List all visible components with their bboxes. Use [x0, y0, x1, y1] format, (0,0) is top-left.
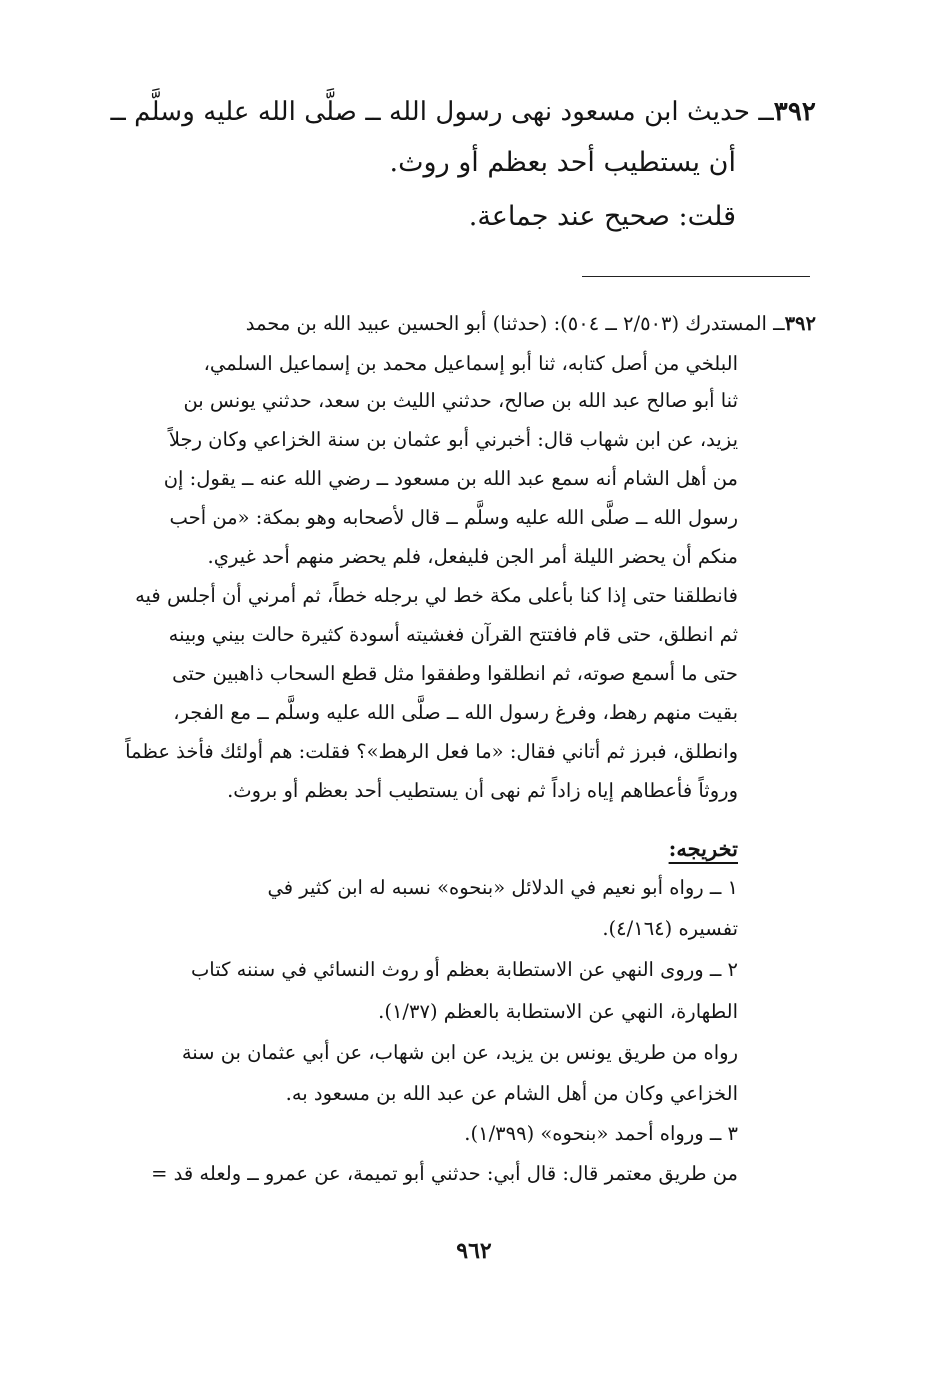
takhrij-line: ٣ ــ ورواه أحمد «بنحوه» (١/٣٩٩). [464, 1122, 738, 1145]
hadith-line-2: أن يستطيب أحد بعظم أو روث. [389, 147, 736, 178]
takhrij-line: تفسيره (٤/١٦٤). [602, 917, 738, 940]
footnote-line: ثم انطلق، حتى قام فافتتح القرآن فغشيته أسودة كثيرة حالت بيني وبينه [168, 623, 738, 646]
footnote-line: رسول الله ــ صلَّى الله عليه وسلَّم ــ قال لأصحابه وهو بمكة: «من أحب [169, 506, 738, 529]
footnote-separator [582, 276, 810, 277]
takhrij-line: رواه من طريق يونس بن يزيد، عن ابن شهاب، عن أبي عثمان بن سنة [181, 1041, 738, 1064]
footnote-line: وانطلق، فبرز ثم أتاني فقال: «ما فعل الرهط»؟ فقلت: هم أولئك فأخذ عظماً [125, 740, 738, 763]
footnote-line: وروثاً فأعطاهم إياه زاداً ثم نهى أن يستطيب أحد بعظم أو بروث. [227, 779, 738, 802]
takhrij-line: الخزاعي وكان من أهل الشام عن عبد الله بن مسعود به. [285, 1082, 738, 1105]
takhrij-line: من طريق معتمر قال: قال أبي: حدثني أبو تميمة، عن عمرو ــ ولعله قد = [151, 1162, 738, 1185]
page-number: ٩٦٢ [456, 1238, 492, 1264]
footnote-text-1: ــ المستدرك (٢/٥٠٣ ــ ٥٠٤): (حدثنا) أبو الحسين عبيد الله بن محمد [245, 312, 785, 335]
takhrij-heading: تخريجه: [668, 836, 738, 861]
footnote-line: فانطلقنا حتى إذا كنا بأعلى مكة خط لي برجله خطاً، ثم أمرني أن أجلس فيه [135, 584, 738, 607]
hadith-line-1 [110, 96, 816, 128]
takhrij-line: الطهارة، النهي عن الاستطابة بالعظم (١/٣٧). [378, 1000, 738, 1023]
hadith-text-1: ــ حديث ابن مسعود نهى رسول الله ــ صلَّى الله عليه وسلَّم ــ [110, 97, 774, 127]
footnote-line: حتى ما أسمع صوته، ثم انطلقوا وطفقوا مثل قطع السحاب ذاهبين حتى [172, 662, 738, 685]
footnote-line: بقيت منهم رهط، وفرغ رسول الله ــ صلَّى الله عليه وسلَّم ــ مع الفجر، [173, 701, 738, 724]
footnote-line-1 [246, 312, 816, 335]
footnote-number: ٣٩٢ [784, 312, 816, 335]
footnote-line: من أهل الشام أنه سمع عبد الله بن مسعود ــ رضي الله عنه ــ يقول: إن [163, 467, 738, 490]
takhrij-line: ٢ ــ وروى النهي عن الاستطابة بعظم أو روث النسائي في سننه كتاب [190, 958, 738, 981]
hadith-number: ٣٩٢ [773, 96, 816, 127]
hadith-verdict: قلت: صحيح عند جماعة. [468, 201, 736, 232]
footnote-line: يزيد، عن ابن شهاب قال: أخبرني أبو عثمان بن سنة الخزاعي وكان رجلاً [168, 428, 738, 451]
footnote-line: منكم أن يحضر الليلة أمر الجن فليفعل، فلم يحضر منهم أحد غيري. [207, 545, 738, 568]
footnote-line: ثنا أبو صالح عبد الله بن صالح، حدثني الليث بن سعد، حدثني يونس بن [183, 389, 738, 412]
footnote-line: البلخي من أصل كتابه، ثنا أبو إسماعيل محمد بن إسماعيل السلمي، [203, 352, 738, 375]
takhrij-line: ١ ــ رواه أبو نعيم في الدلائل «بنحوه» نسبه له ابن كثير في [267, 876, 738, 899]
